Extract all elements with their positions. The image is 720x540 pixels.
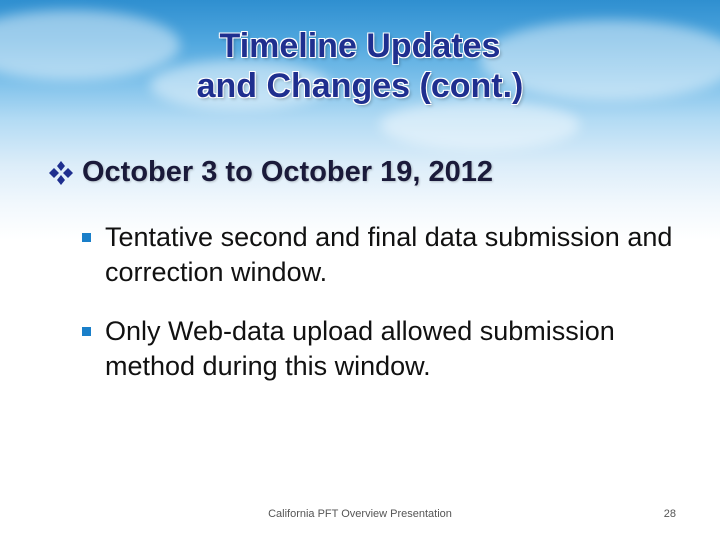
slide-title (0, 26, 720, 106)
main-bullet (48, 156, 688, 189)
page-number: 28 (663, 508, 676, 520)
sub-bullet-text: Only Web-data upload allowed submission method during this window. (105, 316, 615, 381)
sub-bullet (82, 314, 682, 384)
main-bullet-text: October 3 to October 19, 2012 (82, 156, 493, 188)
square-bullet-icon (82, 327, 91, 336)
sub-bullet-text: Tentative second and final data submission and correction window. (105, 222, 673, 287)
sub-bullet (82, 220, 682, 290)
cloud-decoration (380, 100, 580, 150)
slide-footer: California PFT Overview Presentation (268, 508, 452, 520)
title-line-2: and Changes (cont.) (196, 67, 524, 105)
square-bullet-icon (82, 233, 91, 242)
title-line-1: Timeline Updates (219, 27, 501, 65)
diamond-cluster-icon (48, 160, 74, 186)
